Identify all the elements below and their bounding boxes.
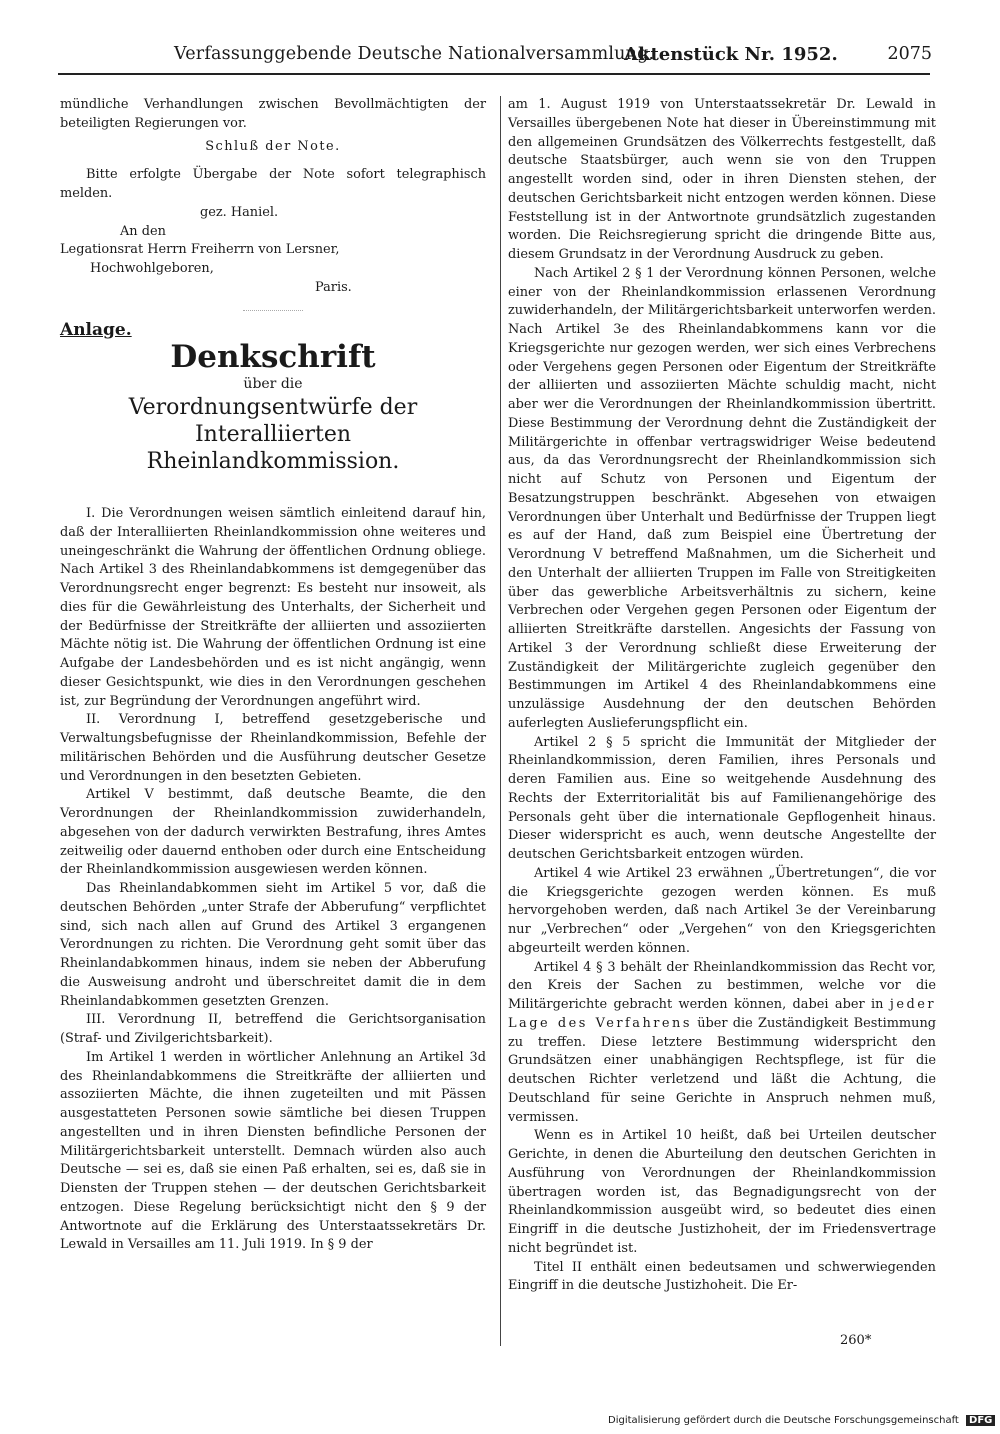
dfg-note: Digitalisierung gefördert durch die Deutsche Forschungsgemeinschaft xyxy=(608,1415,959,1426)
separator xyxy=(243,310,303,311)
running-title: Verfassunggebende Deutsche Nationalversammlung. xyxy=(174,44,655,64)
paragraph: Wenn es in Artikel 10 heißt, daß bei Urteilen deutscher Gerichte, in denen die Aburteilung den deutschen Gerichten in Ausführung von Verordnungen der Rheinlandkommission übertragen worden ist, das Begnadigungsrecht von der Rheinlandkommission ausgeübt wird, so bedeutet dies einen Eingriff in die deutsche Justizhoheit, der im Friedensvertrage nicht begründet ist. xyxy=(508,1128,936,1256)
paragraph xyxy=(508,959,936,1128)
text-run: Artikel 4 § 3 behält der Rheinlandkommission das Recht vor, den Kreis der Sachen zu bestimmen, welche vor die Militärgerichte gebracht werden können, dabei aber in xyxy=(508,959,936,1012)
paragraph: I. Die Verordnungen weisen sämtlich einleitend darauf hin, daß der Interalliierten Rheinlandkommission ohne weiteres und uneingeschränkt die Wahrung der öffentlichen Ordnung obliege. Nach Artikel 3 des Rheinlandabkommens ist demgegenüber das Verordnungsrecht enger begrenzt: Es besteht nur insoweit, als dies für die Gewährleistung des Unterhalts, der Sicherheit und der Bedürfnisse der Streitkräfte der alliierten und assoziierten Mächte nötig ist. Die Wahrung der öffentlichen Ordnung ist eine Aufgabe der Landesbehörden und es ist nicht angängig, wenn dieser Gesichtspunkt, wie dies in den Verordnungen geschehen ist, zur Begründung der Verordnungen angeführt wird. xyxy=(60,506,486,709)
paragraph: mündliche Verhandlungen zwischen Bevollmächtigten der beteiligten Regierungen vor. xyxy=(60,97,486,131)
title-connector: über die xyxy=(243,376,303,393)
dfg-logo: DFG xyxy=(966,1415,995,1426)
schluss-note: Schluß der Note. xyxy=(205,138,341,154)
paragraph: III. Verordnung II, betreffend die Gerichtsorganisation (Straf- und Zivilgerichtsbarkeit). xyxy=(60,1012,486,1046)
header-rule xyxy=(58,73,930,75)
document-subtitle: Rheinlandkommission. xyxy=(146,449,400,474)
left-column xyxy=(60,96,486,1255)
anlage-heading: Anlage. xyxy=(60,319,132,340)
paragraph: Artikel V bestimmt, daß deutsche Beamte, die den Verordnungen der Rheinlandkommission zuwiderhandeln, abgesehen von der dadurch verwirkten Bestrafung, ihres Amtes zeitweilig oder dauernd enthoben oder durch eine Entscheidung der Rheinlandkommission ausgewiesen werden können. xyxy=(60,787,486,878)
sheet-mark: 260* xyxy=(840,1333,872,1348)
paragraph: Das Rheinlandabkommen sieht im Artikel 5 vor, daß die deutschen Behörden „unter Strafe der Abberufung“ verpflichtet sind, sich nach allen auf Grund des Artikel 3 ergangenen Verordnungen zu richten. Die Verordnung geht somit über das Rheinlandabkommen hinaus, indem sie neben der Abberufung die Ausweisung androht und überschreitet damit die in dem Rheinlandabkommen gesetzten Grenzen. xyxy=(60,881,486,1009)
address-line: Legationsrat Herrn Freiherrn von Lersner, xyxy=(60,242,340,258)
paragraph: Nach Artikel 2 § 1 der Verordnung können Personen, welche einer von der Rheinlandkommission erlassenen Verordnung zuwiderhandeln, der Militärgerichtsbarkeit unterworfen werden. Nach Artikel 3e des Rheinlandabkommens kann vor die Kriegsgerichte nur gezogen werden, wer sich eines Verbrechens oder Vergehens gegen Personen oder Eigentum der Streitkräfte der alliierten und assoziierten Mächte schuldig macht, nicht aber wer die Verordnungen der Rheinlandkommission übertritt. Diese Bestimmung der Verordnung dehnt die Zuständigkeit der Militärgerichte in offenbar vertragswidriger Weise bedeutend aus, da das Verordnungsrecht der Rheinlandkommission sich nicht auf Schutz von Personen und Eigentum der Besatzungstruppen beschränkt. Abgesehen von etwaigen Verordnungen über Unterhalt und Bedürfnisse der Truppen liegt es auf der Hand, daß zum Beispiel eine Übertretung der Verordnung V betreffend Maßnahmen, um die Sicherheit und den Unterhalt der alliierten Truppen im Falle von Streitigkeiten über das gewerbliche Arbeitsverhältnis zu sichern, keine Verbrechen oder Vergehen gegen Personen oder Eigentum der alliierten Streitkräfte darstellen. Angesichts der Fassung von Artikel 3 der Verordnung schließt diese Erweiterung der Zuständigkeit der Militärgerichte zugleich gegenüber den Bestimmungen im Artikel 4 des Rheinlandabkommens eine unzulässige Ausdehnung der den deutschen Behörden auferlegten Auslieferungspflicht ein. xyxy=(508,265,936,731)
paragraph: am 1. August 1919 von Unterstaatssekretär Dr. Lewald in Versailles übergebenen Note hat dieser in Übereinstimmung mit den allgemeinen Grundsätzen des Völkerrechts festgestellt, daß deutsche Staatsbürger, auch wenn sie von den Truppen angestellt worden sind, oder in ihren Diensten stehen, der deutschen Gerichtsbarkeit nicht entzogen werden können. Diese Feststellung ist in der Antwortnote grundsätzlich zugestanden worden. Die Reichsregierung spricht die dringende Bitte aus, diesem Grundsatz in der Verordnung Ausdruck zu geben. xyxy=(508,97,936,262)
dfg-footer xyxy=(608,1415,995,1426)
paragraph: Artikel 2 § 5 spricht die Immunität der Mitglieder der Rheinlandkommission, deren Familien, ihres Personals und deren Familien aus. Eine so weitgehende Ausdehnung des Rechts der Exterritorialität bis auf Familienangehörige des Personals geht über die internationale Gepflogenheit hinaus. Dieser widerspricht es auch, wenn deutsche Angestellte der deutschen Gerichtsbarkeit entzogen würden. xyxy=(508,734,936,862)
address-line: Hochwohlgeboren, xyxy=(90,261,214,276)
page-header xyxy=(52,44,930,72)
denkschrift-title: Denkschrift xyxy=(170,339,376,376)
right-column xyxy=(508,96,936,1296)
address-line: Paris. xyxy=(315,279,352,295)
document-subtitle: Verordnungsentwürfe der Interalliierten xyxy=(128,395,418,447)
paragraph: Bitte erfolgte Übergabe der Note sofort telegraphisch melden. xyxy=(60,167,486,201)
paragraph: Im Artikel 1 werden in wörtlicher Anlehnung an Artikel 3d des Rheinlandabkommens die Streitkräfte der alliierten und assoziierten Mächte, die ihnen zugeteilten und mit Pässen ausgestatteten Personen sowie sämtliche bei diesen Truppen angestellten und in ihren Diensten befindliche Personen der Militärgerichtsbarkeit unterstellt. Demnach würden also auch Deutsche — sei es, daß sie einen Paß erhalten, sei es, daß sie in Diensten der Truppen stehen — der deutschen Gerichtsbarkeit entzogen. Diese Regelung berücksichtigt nicht den § 9 der Antwortnote auf die Erklärung des Unterstaatssekretärs Dr. Lewald in Versailles am 11. Juli 1919. In § 9 der xyxy=(60,1049,486,1253)
paragraph: Titel II enthält einen bedeutsamen und schwerwiegenden Eingriff in die deutsche Justizhoheit. Die Er- xyxy=(508,1259,936,1294)
text-run: über die Zuständigkeit Bestimmung zu treffen. Diese letztere Bestimmung widerspricht den Grundsätzen einer unabhängigen Rechtspflege, ist für die deutschen Richter verletzend und läßt die Achtung, die Deutschland für seine Gerichte in Anspruch nehmen muß, vermissen. xyxy=(508,1015,936,1125)
emphasized-text: jeder Lage des Verfahrens xyxy=(508,997,936,1031)
signature: gez. Haniel. xyxy=(200,204,279,220)
address-line: An den xyxy=(120,223,166,239)
page-number: 2075 xyxy=(887,44,932,64)
paragraph: II. Verordnung I, betreffend gesetzgeberische und Verwaltungsbefugnisse der Rheinlandkommission, Befehle der militärischen Behörden und die Ausführung deutscher Gesetze und Verordnungen in den besetzten Gebieten. xyxy=(60,712,486,784)
paragraph: Artikel 4 wie Artikel 23 erwähnen „Übertretungen“, die vor die Kriegsgerichte gezogen werden können. Es muß hervorgehoben werden, daß nach Artikel 3e der Vereinbarung nur „Verbrechen“ oder „Vergehen“ von den Kriegsgerichten abgeurteilt werden können. xyxy=(508,865,936,956)
aktenstueck-number: Aktenstück Nr. 1952. xyxy=(624,44,838,65)
column-divider xyxy=(500,96,501,1346)
